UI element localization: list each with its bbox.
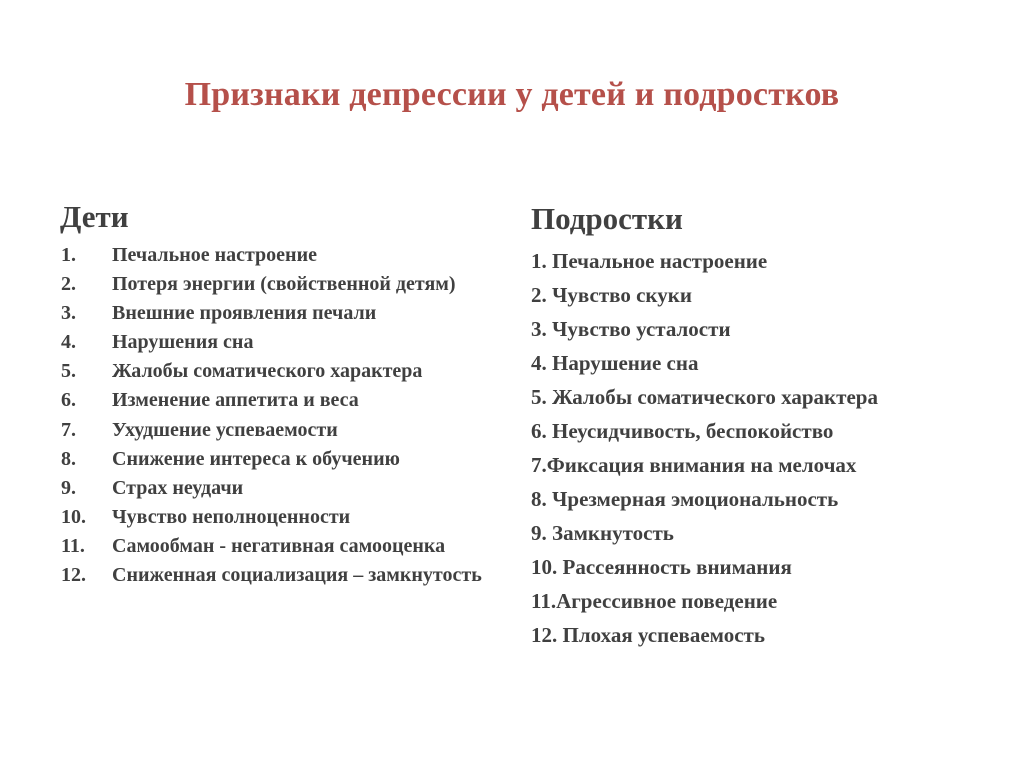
item-text: Жалобы соматического характера <box>112 360 423 383</box>
item-number: 3. <box>61 302 76 325</box>
list-item <box>61 244 501 268</box>
list-item: 2. Чувство скуки <box>531 283 692 307</box>
item-text: Чувство неполноценности <box>112 505 351 528</box>
list-item <box>61 389 501 413</box>
item-number: 7. <box>61 418 76 441</box>
list-item <box>61 419 501 443</box>
list-item <box>61 448 501 472</box>
list-item <box>61 302 501 326</box>
list-item <box>61 477 501 501</box>
teens-heading: Подростки <box>531 201 683 236</box>
item-number: 11. <box>61 534 85 557</box>
item-number: 5. <box>61 360 76 383</box>
list-item: 6. Неусидчивость, беспокойство <box>531 419 834 443</box>
slide-title: Признаки депрессии у детей и подростков <box>184 76 840 113</box>
list-item: 3. Чувство усталости <box>531 317 731 341</box>
list-item: 11.Агрессивное поведение <box>531 589 778 613</box>
item-number: 8. <box>61 447 76 470</box>
list-item: 5. Жалобы соматического характера <box>531 385 878 409</box>
list-item: 1. Печальное настроение <box>531 249 768 273</box>
list-item <box>61 331 501 355</box>
teens-list <box>531 249 1001 657</box>
children-list <box>61 244 501 593</box>
item-text: Нарушения сна <box>112 331 254 354</box>
item-number: 2. <box>61 273 76 296</box>
item-text: Самообман - негативная самооценка <box>112 534 446 557</box>
list-item: 8. Чрезмерная эмоциональность <box>531 487 839 511</box>
item-number: 12. <box>61 564 86 587</box>
list-item <box>61 535 501 559</box>
list-item <box>61 273 501 297</box>
item-number: 10. <box>61 505 86 528</box>
item-text: Внешние проявления печали <box>112 302 377 325</box>
list-item <box>61 360 501 384</box>
list-item: 12. Плохая успеваемость <box>531 623 765 647</box>
item-text: Страх неудачи <box>112 476 244 499</box>
list-item: 4. Нарушение сна <box>531 351 699 375</box>
item-text: Сниженная социализация – замкнутость <box>112 564 482 587</box>
item-text: Ухудшение успеваемости <box>112 418 338 441</box>
list-item <box>61 564 501 588</box>
children-heading: Дети <box>60 199 129 234</box>
item-text: Потеря энергии (свойственной детям) <box>112 273 456 296</box>
item-number: 6. <box>61 389 76 412</box>
list-item: 7.Фиксация внимания на мелочах <box>531 453 857 477</box>
list-item: 10. Рассеянность внимания <box>531 555 792 579</box>
item-number: 4. <box>61 331 76 354</box>
list-item: 9. Замкнутость <box>531 521 674 545</box>
item-text: Изменение аппетита и веса <box>112 389 359 412</box>
item-number: 1. <box>61 244 76 266</box>
item-number: 9. <box>61 476 76 499</box>
item-text: Печальное настроение <box>112 244 317 266</box>
list-item <box>61 506 501 530</box>
item-text: Снижение интереса к обучению <box>112 447 400 470</box>
